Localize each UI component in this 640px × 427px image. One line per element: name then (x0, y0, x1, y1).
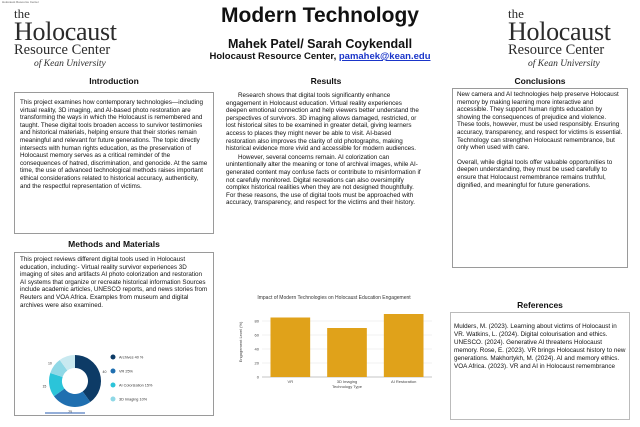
y-tick-label: 40 (254, 346, 259, 352)
methods-heading: Methods and Materials (68, 239, 160, 249)
affiliation-text: Holocaust Resource Center, (209, 51, 339, 62)
donut-chart (42, 341, 195, 415)
poster-title: Modern Technology (221, 4, 419, 27)
y-tick-label: 0 (256, 374, 259, 380)
results-text-block (226, 92, 422, 207)
logo-kean: of Kean University (528, 59, 600, 69)
methods-box (14, 252, 214, 416)
bar (271, 318, 311, 378)
logo-the: the (508, 6, 524, 21)
conclusions-heading: Conclusions (514, 76, 566, 86)
conclusions-paragraph-1: New camera and AI technologies help preserve Holocaust memory by making learning more interactive and accessible. They support human rights education by showing the consequences of prejudice and violence. These tools, however, must be used responsibly. Ensuring accuracy, transparency, and respect for victims is essential. Technology can strengthen Holocaust remembrance, but only when used with care. (457, 91, 623, 152)
logo-right (508, 8, 618, 70)
introduction-box (14, 92, 214, 234)
logo-the: the (14, 6, 30, 21)
results-paragraph-2: However, several concerns remain. AI colorization can unintentionally alter the meaning or tone of archival images, while AI-generated content may confuse facts or contribute to misinformation if not carefully monitored. Digital recreations can also oversimplify complex historical realities when they are not designed thoughtfully. For these reasons, the use of digital tools must be approached with accuracy, transparency, and respect for the victims and their history. (226, 153, 421, 207)
donut-slice-label: 10 (47, 361, 52, 366)
affiliation (140, 51, 500, 63)
donut-legend-label: Archives 40 % (119, 355, 144, 360)
y-axis-label: Engagement Level (%) (238, 321, 243, 363)
email-link[interactable]: pamahek@kean.edu (338, 51, 431, 62)
legend-dot (111, 355, 116, 360)
donut-legend-label: VR 25% (119, 369, 133, 374)
x-tick-label: VR (287, 379, 294, 384)
logo-left (14, 8, 124, 70)
authors: Mahek Patel/ Sarah Coykendall (227, 37, 413, 51)
logo-resource-center: Resource Center (14, 42, 111, 58)
logo-resource-center: Resource Center (508, 42, 605, 58)
corner-text: Holocaust Resource Center (2, 0, 39, 4)
donut-legend-label: AI Colorization 15% (119, 383, 153, 388)
introduction-text: This project examines how contemporary technologies—including virtual reality, 3D imaging, and AI-based photo restoration are transforming the ways in which the Holocaust is remembered and taught. These digital tools broaden access to survivor testimonies and historical materials, helping ensure that their stories remain meaningful and relevant for future generations. The topic directly intersects with human rights education, as the preservation of Holocaust memory serves as a critical reminder of the consequences of hatred, discrimination, and genocide. At the same time, the use of advanced technological methods raises important ethical considerations related to historical accuracy, authenticity, and the respectful representation of victims. (20, 99, 208, 190)
references-box (450, 312, 630, 420)
legend-dot (111, 383, 116, 388)
y-tick-label: 20 (254, 360, 259, 366)
logo-kean: of Kean University (34, 59, 106, 69)
donut-slice-label: 40 (102, 369, 107, 374)
y-tick-label: 80 (254, 318, 259, 324)
logo-holocaust: Holocaust (14, 17, 117, 46)
references-heading: References (517, 300, 563, 310)
donut-slice-label: 25 (68, 410, 73, 415)
bar (327, 328, 367, 377)
legend-dot (111, 369, 116, 374)
methods-text: This project reviews different digital tools used in Holocaust education, including:- Virtual reality survivor experiences 3D imaging of sites and artifacts AI photo colorization and restoration AI systems that organize or recreate historical information Sources include academic articles, UNESCO reports, and news stories from Reuters and VOA Africa. Examples from museum and digital archives were also examined. (20, 256, 208, 309)
logo-holocaust: Holocaust (508, 17, 611, 46)
donut-slice-label: 15 (42, 384, 47, 389)
results-heading: Results (310, 76, 342, 86)
conclusions-box (452, 88, 628, 268)
x-axis-label: Technology Type (332, 384, 362, 389)
introduction-heading: Introduction (89, 76, 139, 86)
chart-title: Impact of Modern Technologies on Holocaust Education Engagement (257, 295, 411, 301)
y-tick-label: 60 (254, 332, 259, 338)
references-text: Mulders, M. (2023). Learning about victims of Holocaust in VR. Watkins, L. (2024). Digital colourisation and ethics. UNESCO. (2024). Generative AI threatens Holocaust memory. Rose, E. (2023). VR brings Holocaust history to new generations. Makhortykh, M. (2024). AI and memory ethics. VOA Africa. (2023). VR and AI in Holocaust remembrance (454, 323, 626, 370)
bar-chart (224, 303, 444, 397)
legend-dot (111, 397, 116, 402)
bar (384, 314, 424, 377)
results-paragraph-1: Research shows that digital tools significantly enhance engagement in Holocaust education. Virtual reality experiences deepen emotional connection and help viewers better understand the perspectives of survivors. 3D imaging allows damaged, restricted, or lost historical sites to be examined in greater detail, giving learners access to places they might never be able to visit. AI-based restoration also improves the clarity of old photographs, making historical evidence more vivid and accessible for modern audiences. (226, 92, 419, 153)
x-tick-label: AI Restoration (390, 379, 417, 384)
conclusions-paragraph-2: Overall, while digital tools offer valuable opportunities to deepen understanding, they must be used carefully to ensure that Holocaust remembrance remains truthful, dignified, and meaningful for future generations. (457, 158, 613, 189)
x-tick-label: 3D Imaging (336, 379, 358, 384)
donut-legend-label: 3D Imaging 10% (119, 397, 148, 402)
